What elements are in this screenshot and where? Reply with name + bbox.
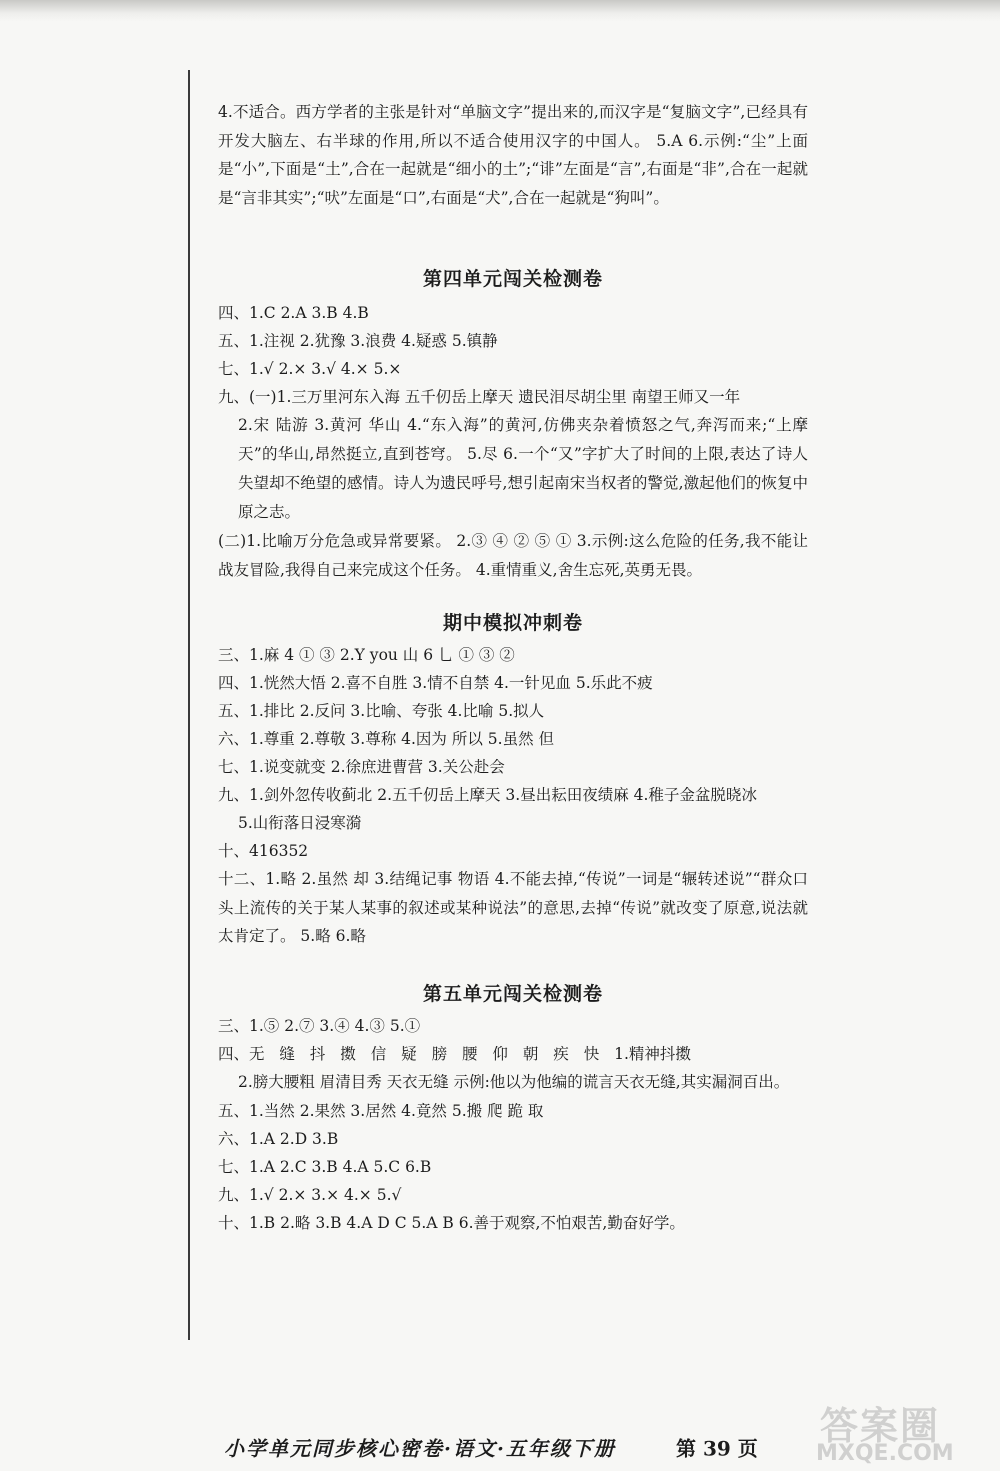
answer-line: 5.山衔落日浸寒漪 <box>238 814 362 832</box>
answer-line: 五、1.排比 2.反问 3.比喻、夸张 4.比喻 5.拟人 <box>218 702 545 720</box>
answer-line: 四、1.C 2.A 3.B 4.B <box>218 304 369 322</box>
answer-line: 七、1.√ 2.× 3.√ 4.× 5.× <box>218 360 402 378</box>
answer-paragraph: (二)1.比喻万分危急或异常要紧。 2.③ ④ ② ⑤ ① 3.示例:这么危险的任务,我不能让战友冒险,我得自己来完成这个任务。 4.重情重义,舍生忘死,英勇无畏。 <box>218 532 808 579</box>
answer-line: 七、1.说变就变 2.徐庶进曹营 3.关公赴会 <box>218 758 505 776</box>
answer-paragraph: 十二、1.略 2.虽然 却 3.结绳记事 物语 4.不能去掉,“传说”一词是“辗转述说”“群众口头上流传的关于某人某事的叙述或某种说法”的意思,去掉“传说”就改变了原意,说法就太肯定了。 5.略 6.略 <box>218 870 808 945</box>
section-title-unit5: 第五单元闯关检测卷 <box>422 982 603 1005</box>
answer-line: 五、1.当然 2.果然 3.居然 4.竟然 5.搬 爬 跪 取 <box>218 1101 544 1120</box>
answer-paragraph: 2.膀大腰粗 眉清目秀 天衣无缝 示例:他以为他编的谎言天衣无缝,其实漏洞百出。 <box>238 1072 790 1091</box>
margin-rule <box>188 70 190 1340</box>
answer-line: 四、1.恍然大悟 2.喜不自胜 3.情不自禁 4.一针见血 5.乐此不疲 <box>218 674 653 692</box>
answer-line: 十、1.B 2.略 3.B 4.A D C 5.A B 6.善于观察,不怕艰苦,勤奋好学。 <box>218 1213 685 1232</box>
answer-line: 十、416352 <box>218 842 309 860</box>
answer-line: 七、1.A 2.C 3.B 4.A 5.C 6.B <box>218 1157 432 1176</box>
watermark-logo: 答案圈 <box>820 1404 941 1448</box>
answer-line: 九、(一)1.三万里河东入海 五千仞岳上摩天 遗民泪尽胡尘里 南望王师又一年 <box>218 388 741 406</box>
answer-line: 六、1.尊重 2.尊敬 3.尊称 4.因为 所以 5.虽然 但 <box>218 730 555 748</box>
answer-line: 三、1.⑤ 2.⑦ 3.④ 4.③ 5.① <box>218 1016 421 1035</box>
scan-top-edge <box>0 0 1000 22</box>
book-title: 小学单元同步核心密卷·语文·五年级下册 <box>224 1436 616 1461</box>
watermark <box>810 1395 990 1471</box>
page-number: 第 39 页 <box>676 1436 758 1461</box>
answer-line: 六、1.A 2.D 3.B <box>218 1129 339 1148</box>
answer-line: 三、1.麻 4 ① ③ 2.Y you 山 6 乚 ① ③ ② <box>218 646 515 664</box>
section-title-unit4: 第四单元闯关检测卷 <box>422 268 603 290</box>
watermark-url: MXQE.COM <box>816 1441 954 1466</box>
answer-line: 五、1.注视 2.犹豫 3.浪费 4.疑惑 5.镇静 <box>218 332 498 350</box>
answer-line: 四、无 缝 抖 擞 信 疑 膀 腰 仰 朝 疾 快 1.精神抖擞 <box>218 1044 691 1063</box>
answer-line: 九、1.√ 2.× 3.× 4.× 5.√ <box>218 1185 402 1204</box>
answer-paragraph: 2.宋 陆游 3.黄河 华山 4.“东入海”的黄河,仿佛夹杂着愤怒之气,奔泻而来;“上摩天”的华山,昂然挺立,直到苍穹。 5.尽 6.一个“又”字扩大了时间的上限,表达了诗人失望却不绝望的感情。诗人为遗民呼号,想引起南宋当权者的警觉,激起他们的恢复中原之志。 <box>238 416 808 521</box>
answer-line: 九、1.剑外忽传收蓟北 2.五千仞岳上摩天 3.昼出耘田夜绩麻 4.稚子金盆脱晓冰 <box>218 786 757 804</box>
answer-content <box>218 98 808 1237</box>
answer-paragraph: 4.不适合。西方学者的主张是针对“单脑文字”提出来的,而汉字是“复脑文字”,已经具有开发大脑左、右半球的作用,所以不适合使用汉字的中国人。 5.A 6.示例:“尘”上面是“小”,下面是“土”,合在一起就是“细小的土”;“诽”左面是“言”,右面是“非”,合在一起就是“言非其实”;“吠”左面是“口”,右面是“犬”,合在一起就是“狗叫”。 <box>218 103 808 207</box>
section-title-midterm: 期中模拟冲刺卷 <box>442 612 583 634</box>
